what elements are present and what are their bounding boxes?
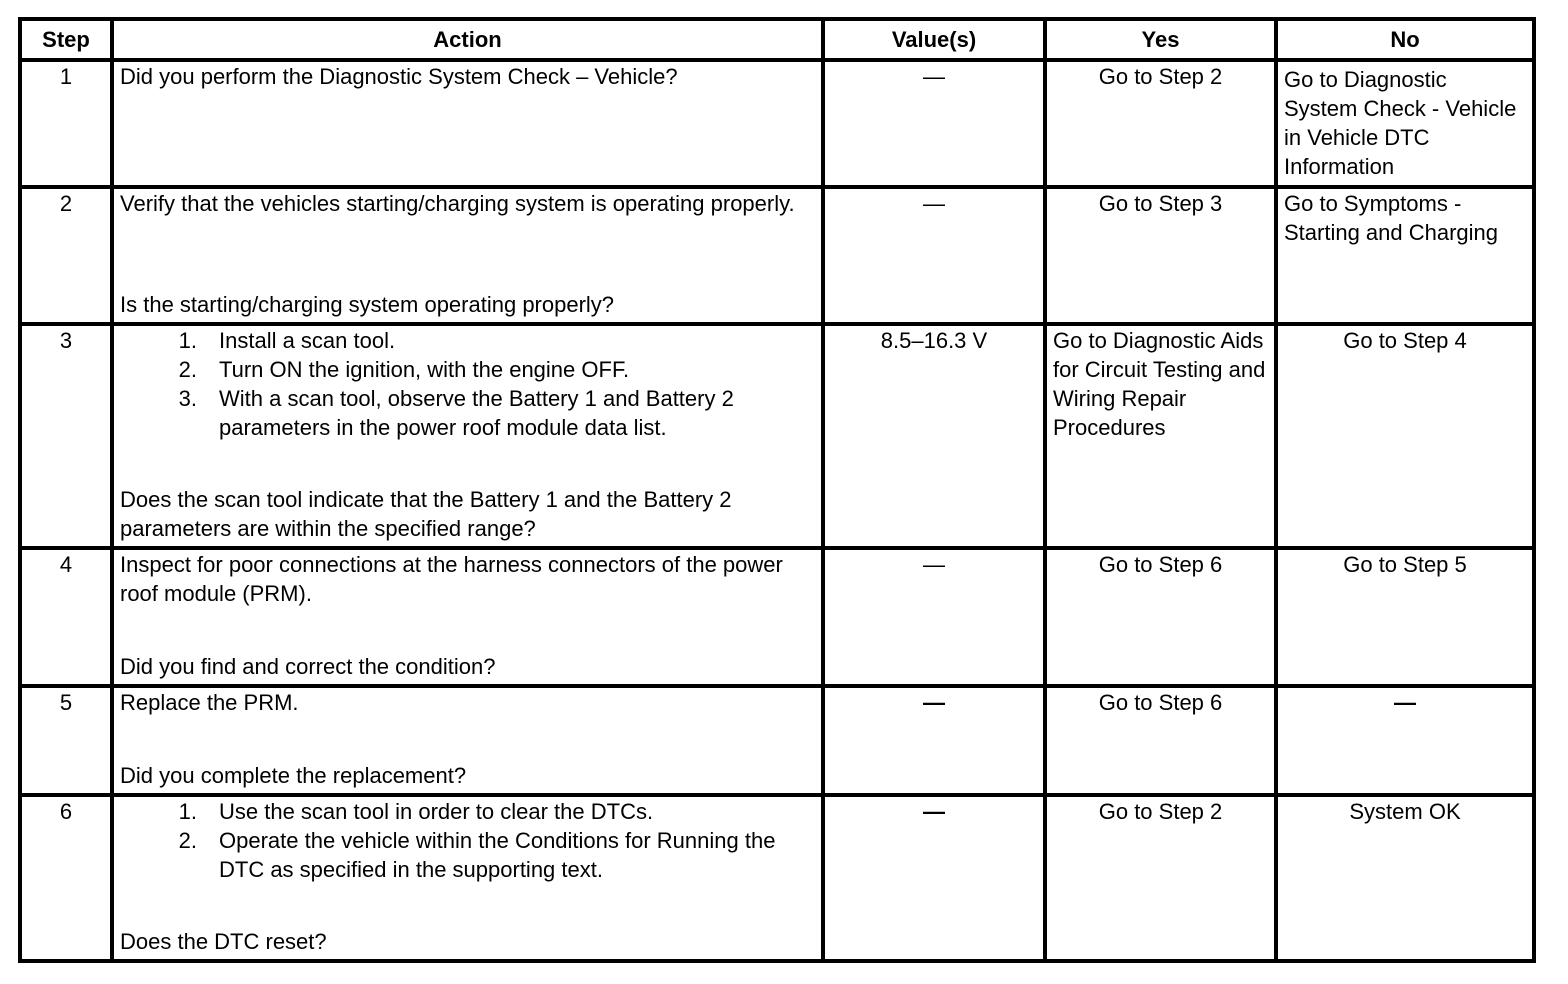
no-cell: Go to Symptoms - Starting and Charging (1276, 187, 1534, 324)
table-row (20, 548, 1534, 686)
list-item (120, 355, 815, 384)
action-question: Did you find and correct the condition? (120, 654, 496, 679)
header-row (20, 19, 1534, 60)
list-number: 1. (178, 799, 197, 824)
value-cell: — (823, 795, 1045, 961)
value-cell: 8.5–16.3 V (823, 324, 1045, 548)
list-text: Install a scan tool. (219, 328, 396, 353)
yes-cell: Go to Step 6 (1045, 686, 1276, 795)
yes-cell: Go to Diagnostic Aids for Circuit Testing and Wiring Repair Procedures (1045, 324, 1276, 548)
header-no: No (1276, 19, 1534, 60)
table-row (20, 795, 1534, 961)
step-number: 6 (20, 795, 112, 961)
action-cell (112, 548, 823, 686)
step-number: 5 (20, 686, 112, 795)
header-yes: Yes (1045, 19, 1276, 60)
value-cell: — (823, 548, 1045, 686)
step-number: 3 (20, 324, 112, 548)
no-cell: System OK (1276, 795, 1534, 961)
action-text: Verify that the vehicles starting/charging system is operating properly. (120, 191, 795, 216)
action-question: Is the starting/charging system operating properly? (120, 292, 615, 317)
list-text: Use the scan tool in order to clear the DTCs. (219, 799, 654, 824)
action-text: Inspect for poor connections at the harness connectors of the power roof module (PRM). (120, 552, 783, 606)
table-row (20, 686, 1534, 795)
yes-cell: Go to Step 2 (1045, 60, 1276, 187)
list-text: With a scan tool, observe the Battery 1 and Battery 2 parameters in the power roof module data list. (219, 386, 734, 440)
no-cell: — (1276, 686, 1534, 795)
action-cell (112, 795, 823, 961)
action-question: Did you complete the replacement? (120, 763, 467, 788)
no-cell: Go to Diagnostic System Check - Vehicle in Vehicle DTC Information (1276, 60, 1534, 187)
yes-cell: Go to Step 6 (1045, 548, 1276, 686)
step-number: 2 (20, 187, 112, 324)
no-cell: Go to Step 4 (1276, 324, 1534, 548)
table-row (20, 324, 1534, 548)
table-row (20, 60, 1534, 187)
header-values: Value(s) (823, 19, 1045, 60)
list-item (120, 326, 815, 355)
diagnostic-table (18, 17, 1536, 963)
list-number: 1. (178, 328, 197, 353)
yes-cell: Go to Step 3 (1045, 187, 1276, 324)
yes-cell: Go to Step 2 (1045, 795, 1276, 961)
no-cell: Go to Step 5 (1276, 548, 1534, 686)
list-item (120, 797, 815, 826)
action-text: Did you perform the Diagnostic System Check – Vehicle? (120, 64, 678, 89)
action-question: Does the scan tool indicate that the Battery 1 and the Battery 2 parameters are within the specified range? (120, 487, 732, 541)
list-text: Operate the vehicle within the Conditions for Running the DTC as specified in the supporting text. (219, 828, 776, 882)
action-steps-list (120, 326, 815, 442)
action-steps-list (120, 797, 815, 884)
action-cell (112, 187, 823, 324)
list-item (120, 826, 815, 884)
value-cell: — (823, 187, 1045, 324)
value-cell: — (823, 60, 1045, 187)
list-item (120, 384, 815, 442)
header-action: Action (112, 19, 823, 60)
list-text: Turn ON the ignition, with the engine OFF. (219, 357, 630, 382)
action-cell (112, 60, 823, 187)
action-cell (112, 686, 823, 795)
step-number: 4 (20, 548, 112, 686)
list-number: 2. (178, 357, 197, 382)
action-question: Does the DTC reset? (120, 929, 327, 954)
table-row (20, 187, 1534, 324)
step-number: 1 (20, 60, 112, 187)
header-step: Step (20, 19, 112, 60)
action-cell (112, 324, 823, 548)
list-number: 3. (178, 386, 197, 411)
action-text: Replace the PRM. (120, 690, 299, 715)
value-cell: — (823, 686, 1045, 795)
list-number: 2. (178, 828, 197, 853)
